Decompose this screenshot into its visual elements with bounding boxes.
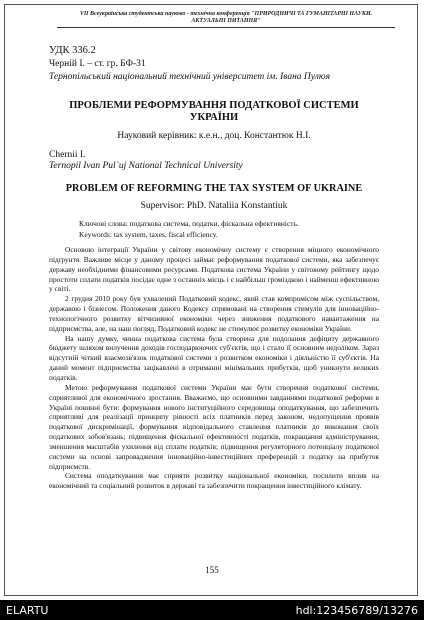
body-text [49, 245, 379, 491]
paragraph: Основою інтеграції України у світову економічну систему є створення міцного економічного підґрунтя. Важливе місце у даному процесі займає реформування податкової системи, яка забезпечує державу необхідними фінансовими ресурсами. Податкова система України у світовому рейтингу щодо простоти сплати податків посідає одне з останніх місць і є найбільш громіздкою і найменш ефективною у світі. [49, 245, 379, 294]
conference-header [57, 11, 395, 28]
conference-header-line2: АКТУАЛЬНІ ПИТАННЯ" [191, 18, 261, 24]
udk-code: УДК 336.2 [49, 45, 96, 56]
repository-name: ELARTU [6, 604, 49, 617]
supervisor-en: Supervisor: PhD. Nataliia Konstantiuk [140, 201, 288, 211]
title-en: PROBLEM OF REFORMING THE TAX SYSTEM OF UKRAINE [65, 183, 363, 194]
supervisor-ua: Науковий керівник: к.е.н., доц. Константюк Н.І. [117, 131, 311, 141]
handle-link[interactable]: hdl:123456789/13276 [295, 604, 418, 617]
keywords-en: Keywords: tax system, taxes, fiscal efficiency. [79, 230, 218, 239]
paragraph: На нашу думку, чинна податкова система була створена для подолання дефіциту державного бюджету шляхом вилучення доходів господарюючих суб'єктів, що і стало її основним недоліком. Зараз відсутній чіткий взаємозв'язок податкової системи з розвитком економіки і діяльністю її суб'єктів. На даний момент підприємства зацікавлені в отриманні мінімальних прибутків, щоб уникнути великих податків. [49, 333, 379, 382]
page-number: 155 [205, 565, 219, 575]
title-ua: ПРОБЛЕМИ РЕФОРМУВАННЯ ПОДАТКОВОЇ СИСТЕМИ УКРАЇНИ [69, 100, 359, 123]
paragraph: Метою реформування податкової системи України має бути створення податкової системи, сприятливої для економічного зростання. Вважаємо, що основними завданнями податкової реформи в Україні повинні бути: формування нового інституційного середовища оподаткування, що забезпечить сприятливі для реалізації принципу рівності всіх платників перед законом, недопущення проявів податкової дискримінації, формування відповідального ставлення платників до виконання своїх податкових зобов'язань; підвищення фіскальної ефективності податків, покращання адміністрування, зменшення масштабів ухилення від сплати податків; підвищення регуляторного потенціалу податкової системи на основі запровадження інноваційно-інвестиційних преференцій з податку на прибуток підприємств. [49, 382, 379, 471]
institution-en: Ternopil Ivan Pul`uj National Technical University [49, 161, 243, 171]
author-en: Chernii I. [49, 150, 86, 160]
conference-header-line1: VII Всеукраїнська студентська науково - технічна конференція "ПРИРОДНИЧІ ТА ГУМАНІТАРНІ НАУКИ. [79, 11, 373, 17]
keywords-ua: Ключові слова: податкова система, податки, фіскальна ефективність. [79, 219, 299, 228]
paragraph: 2 грудня 2010 року був ухвалений Податковий кодекс, який став компромісом між суспільством, державою і бізнесом. Положення даного Кодексу спрямовані на створення стимулів для інноваційно-технологічного розвитку вітчизняної економіки через зниження податкового навантаження на підприємства, але, на наш погляд, Податковий кодекс не стимулює розвитку економіки України. [49, 294, 379, 333]
document-page [4, 4, 418, 596]
paragraph: Система оподаткування має сприяти розвитку національної економіки, посилити вплив на економічний та соціальний розвиток в державі та забезпечити покращення інвестиційного клімату. [49, 471, 379, 491]
repository-footer-bar [0, 600, 424, 620]
author-ua: Черній І. – ст. гр. БФ-31 [49, 59, 146, 69]
institution-ua: Тернопільський національний технічний університет ім. Івана Пулюя [49, 72, 330, 82]
